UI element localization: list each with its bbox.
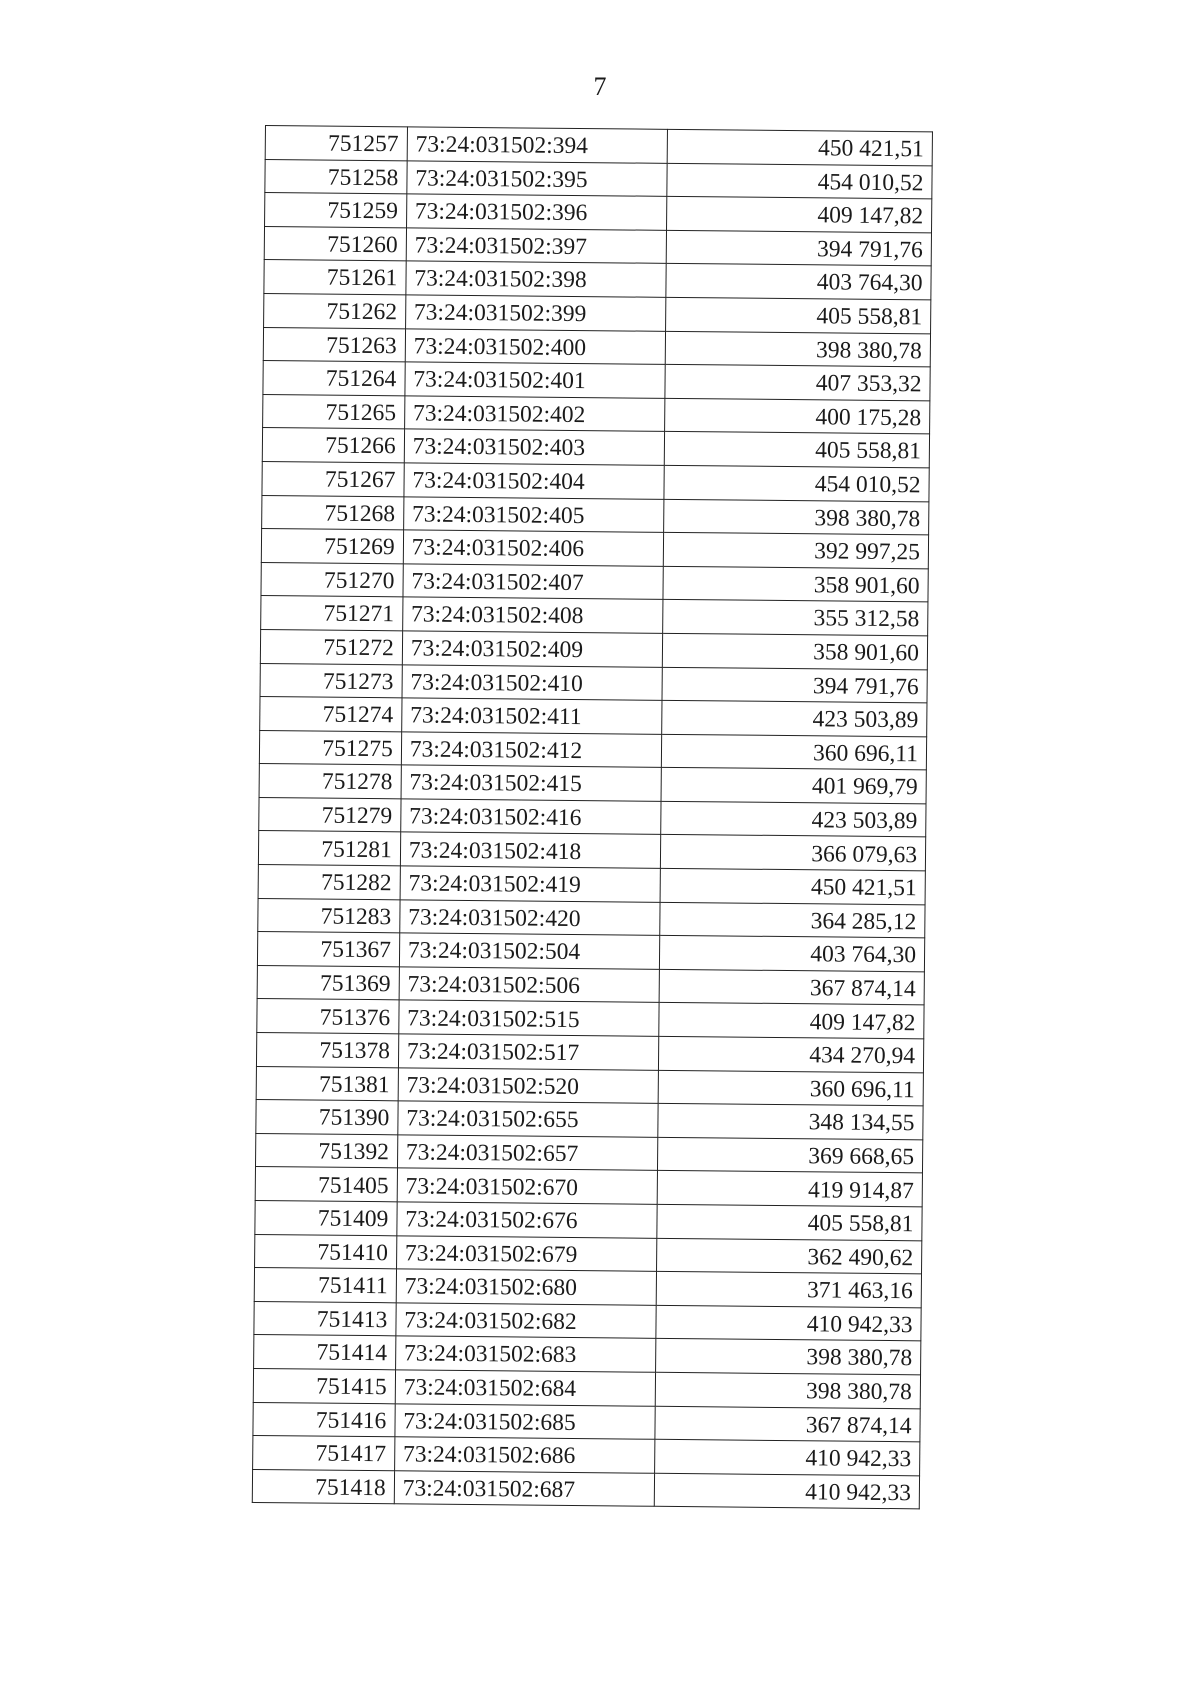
cadastral-number-cell: 73:24:031502:685 (395, 1403, 655, 1439)
cadastral-number-cell: 73:24:031502:394 (407, 127, 667, 163)
amount-cell: 358 901,60 (662, 633, 928, 669)
cadastral-number-cell: 73:24:031502:407 (403, 564, 663, 600)
amount-cell: 392 997,25 (663, 532, 929, 568)
amount-cell: 409 147,82 (666, 197, 932, 233)
row-id-cell: 751411 (254, 1268, 396, 1303)
row-id-cell: 751257 (265, 126, 407, 161)
cadastral-number-cell: 73:24:031502:687 (394, 1471, 654, 1507)
cadastral-number-cell: 73:24:031502:396 (406, 194, 666, 230)
cadastral-number-cell: 73:24:031502:398 (406, 261, 666, 297)
cadastral-number-cell: 73:24:031502:395 (407, 160, 667, 196)
cadastral-number-cell: 73:24:031502:682 (396, 1303, 656, 1339)
amount-cell: 360 696,11 (661, 734, 927, 770)
cadastral-number-cell: 73:24:031502:397 (406, 228, 666, 264)
cadastral-number-cell: 73:24:031502:401 (405, 362, 665, 398)
amount-cell: 410 942,33 (654, 1473, 920, 1509)
row-id-cell: 751259 (265, 193, 407, 228)
cadastral-number-cell: 73:24:031502:670 (397, 1168, 657, 1204)
cadastral-number-cell: 73:24:031502:418 (400, 832, 660, 868)
cadastral-number-cell: 73:24:031502:416 (401, 799, 661, 835)
row-id-cell: 751262 (264, 293, 406, 328)
amount-cell: 403 764,30 (659, 936, 925, 972)
amount-cell: 423 503,89 (660, 801, 926, 837)
row-id-cell: 751266 (262, 428, 404, 463)
row-id-cell: 751265 (263, 394, 405, 429)
row-id-cell: 751281 (258, 831, 400, 866)
cadastral-number-cell: 73:24:031502:676 (397, 1202, 657, 1238)
amount-cell: 405 558,81 (664, 432, 930, 468)
cadastral-number-cell: 73:24:031502:686 (394, 1437, 654, 1473)
row-id-cell: 751415 (253, 1368, 395, 1403)
row-id-cell: 751261 (264, 260, 406, 295)
amount-cell: 405 558,81 (665, 297, 931, 333)
cadastral-number-cell: 73:24:031502:506 (399, 967, 659, 1003)
row-id-cell: 751274 (260, 697, 402, 732)
row-id-cell: 751279 (259, 797, 401, 832)
table-body (252, 126, 932, 1510)
cadastral-number-cell: 73:24:031502:402 (404, 396, 664, 432)
row-id-cell: 751260 (264, 226, 406, 261)
cadastral-number-cell: 73:24:031502:412 (401, 732, 661, 768)
cadastral-number-cell: 73:24:031502:679 (396, 1235, 656, 1271)
row-id-cell: 751410 (255, 1234, 397, 1269)
amount-cell: 360 696,11 (658, 1070, 924, 1106)
row-id-cell: 751418 (252, 1469, 394, 1504)
cadastral-number-cell: 73:24:031502:400 (405, 328, 665, 364)
cadastral-number-cell: 73:24:031502:408 (402, 597, 662, 633)
row-id-cell: 751264 (263, 361, 405, 396)
row-id-cell: 751267 (262, 461, 404, 496)
row-id-cell: 751275 (259, 730, 401, 765)
amount-cell: 419 914,87 (657, 1171, 923, 1207)
amount-cell: 398 380,78 (665, 331, 931, 367)
cadastral-number-cell: 73:24:031502:683 (395, 1336, 655, 1372)
row-id-cell: 751417 (253, 1436, 395, 1471)
amount-cell: 410 942,33 (654, 1439, 920, 1475)
amount-cell: 450 421,51 (667, 129, 933, 165)
cadastral-number-cell: 73:24:031502:415 (401, 765, 661, 801)
amount-cell: 369 668,65 (657, 1137, 923, 1173)
cadastral-number-cell: 73:24:031502:517 (398, 1034, 658, 1070)
cadastral-number-cell: 73:24:031502:520 (398, 1067, 658, 1103)
amount-cell: 403 764,30 (665, 264, 931, 300)
amount-cell: 405 558,81 (656, 1204, 922, 1240)
row-id-cell: 751376 (257, 999, 399, 1034)
row-id-cell: 751378 (256, 1032, 398, 1067)
amount-cell: 434 270,94 (658, 1036, 924, 1072)
row-id-cell: 751392 (255, 1133, 397, 1168)
cadastral-number-cell: 73:24:031502:657 (397, 1135, 657, 1171)
row-id-cell: 751278 (259, 764, 401, 799)
amount-cell: 394 791,76 (662, 667, 928, 703)
amount-cell: 348 134,55 (657, 1104, 923, 1140)
row-id-cell: 751270 (261, 562, 403, 597)
table-row (252, 1469, 919, 1509)
row-id-cell: 751390 (256, 1100, 398, 1135)
cadastral-table (252, 125, 933, 1510)
amount-cell: 450 421,51 (660, 868, 926, 904)
row-id-cell: 751409 (255, 1200, 397, 1235)
cadastral-number-cell: 73:24:031502:405 (403, 496, 663, 532)
row-id-cell: 751282 (258, 865, 400, 900)
cadastral-number-cell: 73:24:031502:404 (404, 463, 664, 499)
amount-cell: 400 175,28 (664, 398, 930, 434)
amount-cell: 423 503,89 (661, 700, 927, 736)
cadastral-number-cell: 73:24:031502:409 (402, 631, 662, 667)
cadastral-number-cell: 73:24:031502:406 (403, 530, 663, 566)
amount-cell: 454 010,52 (666, 163, 932, 199)
row-id-cell: 751414 (254, 1335, 396, 1370)
cadastral-number-cell: 73:24:031502:504 (399, 933, 659, 969)
row-id-cell: 751381 (256, 1066, 398, 1101)
cadastral-number-cell: 73:24:031502:411 (401, 698, 661, 734)
row-id-cell: 751268 (262, 495, 404, 530)
amount-cell: 371 463,16 (656, 1271, 922, 1307)
row-id-cell: 751269 (261, 529, 403, 564)
row-id-cell: 751367 (257, 932, 399, 967)
amount-cell: 364 285,12 (659, 902, 925, 938)
amount-cell: 355 312,58 (662, 600, 928, 636)
cadastral-number-cell: 73:24:031502:419 (400, 866, 660, 902)
row-id-cell: 751283 (258, 898, 400, 933)
amount-cell: 362 490,62 (656, 1238, 922, 1274)
cadastral-number-cell: 73:24:031502:399 (405, 295, 665, 331)
row-id-cell: 751272 (260, 629, 402, 664)
amount-cell: 394 791,76 (666, 230, 932, 266)
amount-cell: 454 010,52 (663, 465, 929, 501)
cadastral-number-cell: 73:24:031502:403 (404, 429, 664, 465)
cadastral-number-cell: 73:24:031502:655 (398, 1101, 658, 1137)
row-id-cell: 751413 (254, 1301, 396, 1336)
cadastral-number-cell: 73:24:031502:680 (396, 1269, 656, 1305)
cadastral-number-cell: 73:24:031502:684 (395, 1370, 655, 1406)
cadastral-number-cell: 73:24:031502:515 (399, 1000, 659, 1036)
amount-cell: 398 380,78 (655, 1339, 921, 1375)
amount-cell: 367 874,14 (654, 1406, 920, 1442)
row-id-cell: 751258 (265, 159, 407, 194)
amount-cell: 409 147,82 (658, 1003, 924, 1039)
amount-cell: 366 079,63 (660, 835, 926, 871)
row-id-cell: 751271 (261, 596, 403, 631)
row-id-cell: 751369 (257, 965, 399, 1000)
cadastral-number-cell: 73:24:031502:410 (402, 664, 662, 700)
amount-cell: 401 969,79 (661, 768, 927, 804)
amount-cell: 367 874,14 (659, 969, 925, 1005)
row-id-cell: 751416 (253, 1402, 395, 1437)
amount-cell: 410 942,33 (655, 1305, 921, 1341)
amount-cell: 358 901,60 (662, 566, 928, 602)
row-id-cell: 751405 (255, 1167, 397, 1202)
amount-cell: 407 353,32 (664, 365, 930, 401)
cadastral-number-cell: 73:24:031502:420 (400, 899, 660, 935)
amount-cell: 398 380,78 (655, 1372, 921, 1408)
row-id-cell: 751263 (263, 327, 405, 362)
amount-cell: 398 380,78 (663, 499, 929, 535)
page-number: 7 (593, 72, 607, 101)
row-id-cell: 751273 (260, 663, 402, 698)
